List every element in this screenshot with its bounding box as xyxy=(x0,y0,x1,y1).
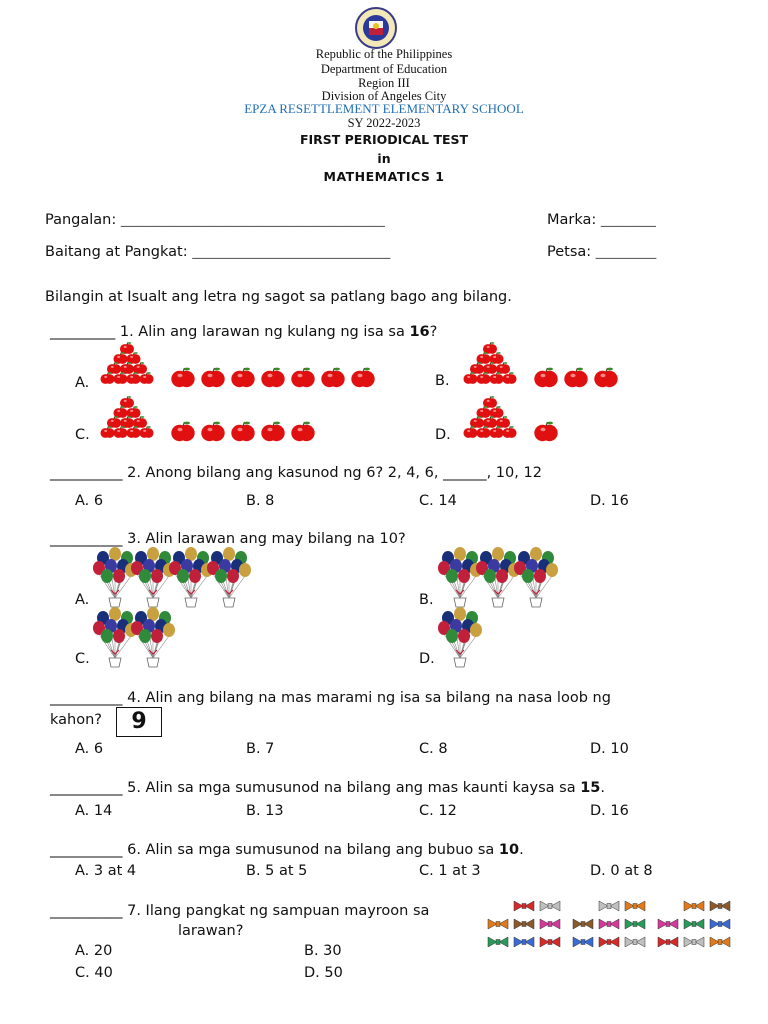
question-3: __________ 3. Alin larawan ang may bilang na 10? xyxy=(50,531,406,547)
apple-icon xyxy=(120,416,134,428)
q5-option-a[interactable]: A. 14 xyxy=(75,803,113,819)
balloon-bouquet-icon xyxy=(93,607,137,667)
bowtie-icon xyxy=(710,937,730,947)
question-4: __________ 4. Alin ang bilang na mas marami ng isa sa bilang na nasa loob ng xyxy=(50,690,611,706)
bowtie-icon xyxy=(514,901,534,911)
bowtie-icon xyxy=(540,937,560,947)
balloon-bouquet-icon xyxy=(438,607,482,667)
q1-option-b-label[interactable]: B. xyxy=(435,373,450,389)
q4-option-a[interactable]: A. 6 xyxy=(75,741,104,757)
apple-icon xyxy=(483,362,497,374)
question-2: __________ 2. Anong bilang ang kasunod ng 6? 2, 4, 6, ______, 10, 12 xyxy=(50,465,542,481)
grade-line[interactable]: ____________________________________ xyxy=(192,246,391,259)
apple-icon xyxy=(564,368,587,388)
question-5: __________ 5. Alin sa mga sumusunod na bilang ang mas kaunti kaysa sa 15. xyxy=(50,780,606,796)
q3-option-d-label[interactable]: D. xyxy=(419,651,435,667)
bowtie-icon xyxy=(514,937,534,947)
q6-option-a[interactable]: A. 3 at 4 xyxy=(75,863,137,879)
bowtie-icon xyxy=(658,919,678,929)
header-department: Department of Education xyxy=(320,62,448,76)
question-7: __________ 7. Ilang pangkat ng sampuan mayroon sa xyxy=(50,903,430,919)
bowtie-icon xyxy=(599,937,619,947)
apple-icon xyxy=(113,352,127,364)
apple-icon xyxy=(171,422,194,442)
apple-icon xyxy=(100,426,114,438)
bowtie-icon xyxy=(573,937,593,947)
header-school-year: SY 2022-2023 xyxy=(347,116,421,130)
number-box: 9 xyxy=(116,707,162,737)
balloon-bouquet-icon xyxy=(131,607,175,667)
answer-blank-6[interactable]: __________ xyxy=(50,842,123,858)
q1-option-d-apples xyxy=(458,396,558,446)
balloon-bouquet-icon xyxy=(207,547,251,607)
q7-option-d[interactable]: D. 50 xyxy=(304,965,343,981)
q3-option-c-balloons xyxy=(95,610,175,670)
apple-icon xyxy=(107,416,121,428)
bowtie-icon xyxy=(658,937,678,947)
apple-icon xyxy=(489,406,503,418)
apple-icon xyxy=(291,368,314,388)
apple-icon xyxy=(321,368,344,388)
q6-option-c[interactable]: C. 1 at 3 xyxy=(419,863,481,879)
apple-icon xyxy=(476,372,490,384)
q5-option-d[interactable]: D. 16 xyxy=(590,803,629,819)
bowtie-icon xyxy=(514,919,534,929)
bowtie-icon xyxy=(625,919,645,929)
name-line[interactable]: ________________________________________________ xyxy=(120,214,385,227)
apple-icon xyxy=(126,406,140,418)
balloon-bouquet-icon xyxy=(131,547,175,607)
name-field[interactable] xyxy=(45,212,385,228)
q1-option-a-label[interactable]: A. xyxy=(75,375,90,391)
answer-blank-5[interactable]: __________ xyxy=(50,780,123,796)
q3-option-b-label[interactable]: B. xyxy=(419,592,434,608)
q1-option-b-apples xyxy=(458,342,618,392)
date-line[interactable]: ___________ xyxy=(595,246,657,259)
q2-option-c[interactable]: C. 14 xyxy=(419,493,457,509)
bowtie-icon xyxy=(488,937,508,947)
header-division: Division of Angeles City xyxy=(321,89,447,103)
q3-option-c-label[interactable]: C. xyxy=(75,651,90,667)
balloon-bouquet-icon xyxy=(169,547,213,607)
apple-icon xyxy=(139,372,153,384)
apple-icon xyxy=(171,368,194,388)
question-1: _________ 1. Alin ang larawan ng kulang ng isa sa 16? xyxy=(50,324,438,340)
apple-icon xyxy=(107,362,121,374)
q3-option-d-balloons xyxy=(440,610,480,670)
header-republic: Republic of the Philippines xyxy=(315,47,453,61)
balloon-bouquet-icon xyxy=(476,547,520,607)
bowtie-icon xyxy=(625,937,645,947)
apple-icon xyxy=(100,372,114,384)
answer-blank-7[interactable]: __________ xyxy=(50,903,123,919)
bowtie-icon xyxy=(540,901,560,911)
q7-option-a[interactable]: A. 20 xyxy=(75,943,113,959)
header-region: Region III xyxy=(358,76,410,90)
header-school-name: EPZA RESETTLEMENT ELEMENTARY SCHOOL xyxy=(244,101,524,116)
apple-icon xyxy=(483,342,497,354)
apple-icon xyxy=(291,422,314,442)
bowtie-icon xyxy=(710,919,730,929)
apple-icon xyxy=(470,362,484,374)
q2-option-b[interactable]: B. 8 xyxy=(246,493,275,509)
apple-icon xyxy=(261,368,284,388)
apple-icon xyxy=(483,416,497,428)
score-label: Marka: xyxy=(547,212,597,228)
answer-blank-3[interactable]: __________ xyxy=(50,531,123,547)
apple-icon xyxy=(496,362,510,374)
bowtie-icon xyxy=(540,919,560,929)
q7-bowties-picture xyxy=(484,898,744,958)
apple-icon xyxy=(534,368,557,388)
apple-icon xyxy=(489,426,503,438)
q1-option-d-label[interactable]: D. xyxy=(435,427,451,443)
test-subject: MATHEMATICS 1 xyxy=(323,169,445,184)
deped-seal-icon xyxy=(350,6,402,50)
bowtie-icon xyxy=(684,937,704,947)
q4-option-c[interactable]: C. 8 xyxy=(419,741,448,757)
question-7-line2: larawan? xyxy=(178,923,244,939)
apple-icon xyxy=(476,352,490,364)
bowtie-icon xyxy=(710,901,730,911)
bowtie-icon xyxy=(599,901,619,911)
apple-icon xyxy=(126,426,140,438)
bowtie-icon xyxy=(488,919,508,929)
question-6: __________ 6. Alin sa mga sumusunod na bilang ang bubuo sa 10. xyxy=(50,842,524,858)
apple-icon xyxy=(476,426,490,438)
q2-option-d[interactable]: D. 16 xyxy=(590,493,629,509)
test-in: in xyxy=(377,151,391,166)
test-title: FIRST PERIODICAL TEST xyxy=(299,132,469,147)
apple-icon xyxy=(133,416,147,428)
q6-option-d[interactable]: D. 0 at 8 xyxy=(590,863,653,879)
q7-option-c[interactable]: C. 40 xyxy=(75,965,113,981)
apple-icon xyxy=(470,416,484,428)
apple-icon xyxy=(502,372,516,384)
apple-icon xyxy=(489,372,503,384)
apple-icon xyxy=(113,406,127,418)
balloon-bouquet-icon xyxy=(514,547,558,607)
bowtie-icon xyxy=(573,919,593,929)
bowtie-icon xyxy=(684,919,704,929)
apple-icon xyxy=(483,396,497,408)
apple-icon xyxy=(113,372,127,384)
score-field[interactable] xyxy=(547,212,656,228)
balloon-bouquet-icon xyxy=(438,547,482,607)
apple-icon xyxy=(463,372,477,384)
date-field[interactable] xyxy=(547,244,656,260)
apple-icon xyxy=(126,372,140,384)
instructions: Bilangin at Isualt ang letra ng sagot sa patlang bago ang bilang. xyxy=(45,289,512,305)
q3-option-b-balloons xyxy=(440,550,560,610)
q1-option-c-apples xyxy=(95,396,325,446)
apple-icon xyxy=(126,352,140,364)
q1-option-c-label[interactable]: C. xyxy=(75,427,90,443)
q5-option-c[interactable]: C. 12 xyxy=(419,803,457,819)
apple-icon xyxy=(534,422,557,442)
q4-option-d[interactable]: D. 10 xyxy=(590,741,629,757)
q3-option-a-balloons xyxy=(95,550,255,610)
apple-icon xyxy=(502,426,516,438)
answer-blank-2[interactable]: __________ xyxy=(50,465,123,481)
apple-icon xyxy=(201,422,224,442)
q2-option-a[interactable]: A. 6 xyxy=(75,493,104,509)
apple-icon xyxy=(231,368,254,388)
question-4-line2: kahon? xyxy=(50,712,102,728)
apple-icon xyxy=(231,422,254,442)
apple-icon xyxy=(133,362,147,374)
q4-option-b[interactable]: B. 7 xyxy=(246,741,275,757)
q1-option-a-apples xyxy=(95,342,395,392)
apple-icon xyxy=(489,352,503,364)
apple-icon xyxy=(261,422,284,442)
answer-blank-4[interactable]: __________ xyxy=(50,690,123,706)
apple-icon xyxy=(120,342,134,354)
apple-icon xyxy=(139,426,153,438)
bowtie-icon xyxy=(625,901,645,911)
name-label: Pangalan: xyxy=(45,212,117,228)
apple-icon xyxy=(120,362,134,374)
apple-icon xyxy=(496,416,510,428)
q5-option-b[interactable]: B. 13 xyxy=(246,803,284,819)
apple-icon xyxy=(476,406,490,418)
q7-option-b[interactable]: B. 30 xyxy=(304,943,342,959)
bowtie-icon xyxy=(684,901,704,911)
apple-icon xyxy=(201,368,224,388)
answer-blank-1[interactable]: _________ xyxy=(50,324,116,340)
score-line[interactable]: __________ xyxy=(600,214,656,227)
apple-icon xyxy=(463,426,477,438)
apple-icon xyxy=(120,396,134,408)
apple-icon xyxy=(594,368,617,388)
apple-icon xyxy=(351,368,374,388)
balloon-bouquet-icon xyxy=(93,547,137,607)
date-label: Petsa: xyxy=(547,244,592,260)
q3-option-a-label[interactable]: A. xyxy=(75,592,90,608)
bowtie-icon xyxy=(599,919,619,929)
apple-icon xyxy=(113,426,127,438)
q6-option-b[interactable]: B. 5 at 5 xyxy=(246,863,308,879)
grade-field[interactable] xyxy=(45,244,390,260)
grade-label: Baitang at Pangkat: xyxy=(45,244,188,260)
